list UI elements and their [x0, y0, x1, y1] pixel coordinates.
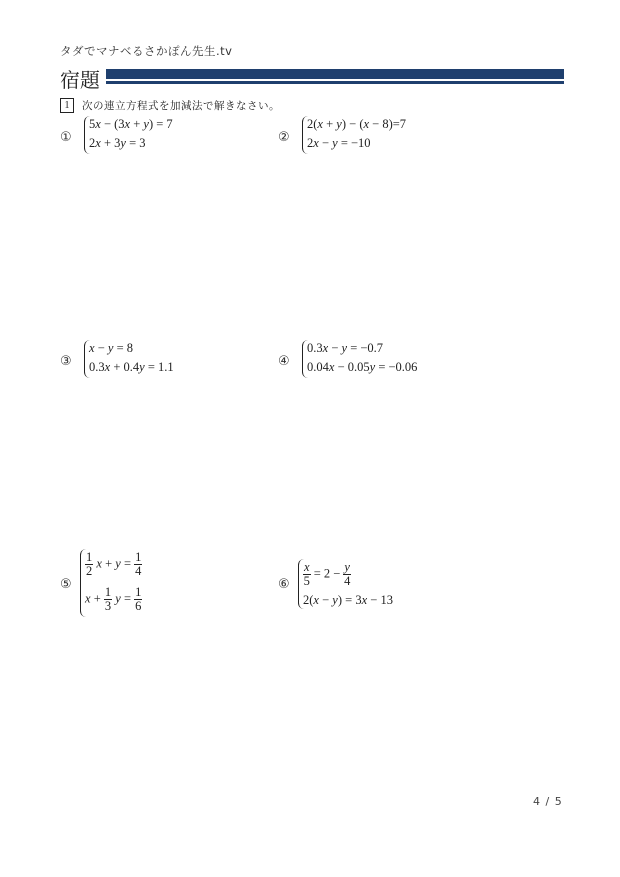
- equation-1a: 5x − (3x + y) = 7: [89, 117, 173, 131]
- equation-system-6: [298, 559, 478, 611]
- problem-label-4: ④: [278, 354, 290, 369]
- equation-4a: 0.3x − y = −0.7: [307, 341, 384, 355]
- equation-system-3: [84, 340, 264, 380]
- page-number: 4 / 5: [533, 795, 563, 808]
- equation-5a: $\frac{1}{2}$ x + y = $\frac{1}{4}$: [86, 550, 142, 578]
- equation-system-1: [84, 116, 264, 156]
- problem-label-6: ⑥: [278, 577, 290, 592]
- equation-6b: 2(x − y) = 3x − 13: [303, 593, 393, 607]
- page-title: 宿題: [60, 68, 100, 92]
- equation-5b: x + $\frac{1}{3}$ y = $\frac{1}{6}$: [85, 585, 142, 613]
- equation-2a: 2(x + y) − (x − 8)=7: [307, 117, 407, 131]
- question-instruction: 次の連立方程式を加減法で解きなさい。: [82, 100, 280, 112]
- equation-system-2: [302, 116, 502, 156]
- equation-6a: $\frac{x}{5}$ = 2 − $\frac{y}{4}$: [303, 560, 351, 588]
- problem-label-3: ③: [60, 354, 72, 369]
- equation-3b: 0.3x + 0.4y = 1.1: [89, 360, 174, 374]
- title-bar-thick: [106, 69, 564, 79]
- equation-system-4: [302, 340, 502, 380]
- equation-2b: 2x − y = −10: [307, 136, 371, 150]
- equation-system-5: [80, 549, 260, 619]
- title-bar-thin: [106, 81, 564, 84]
- site-name: タダでマナベるさかぽん先生.tv: [60, 44, 233, 58]
- equation-1b: 2x + 3y = 3: [89, 136, 146, 150]
- question-number: 1: [60, 98, 74, 113]
- problem-label-2: ②: [278, 130, 290, 145]
- equation-3a: x − y = 8: [89, 341, 133, 355]
- problem-label-1: ①: [60, 130, 72, 145]
- problem-label-5: ⑤: [60, 577, 72, 592]
- equation-4b: 0.04x − 0.05y = −0.06: [307, 360, 418, 374]
